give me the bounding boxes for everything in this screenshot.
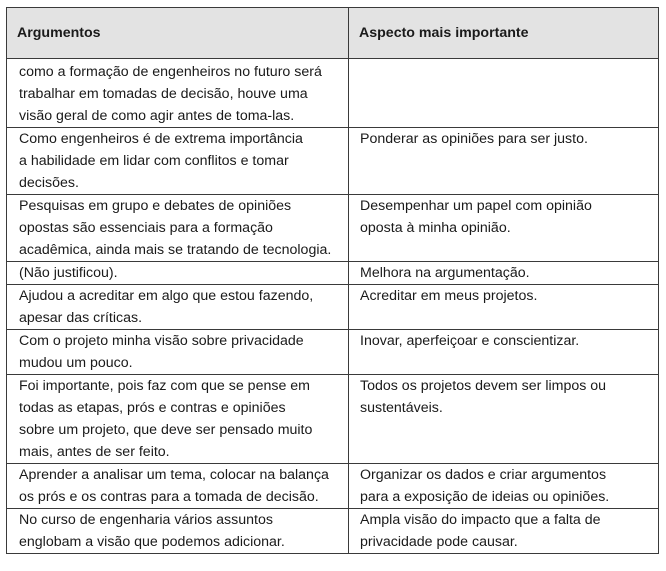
argumento-cell: Ajudou a acreditar em algo que estou fazendo, apesar das críticas. [7,285,349,330]
argumento-cell: Aprender a analisar um tema, colocar na balança os prós e os contras para a tomada de decisão. [7,464,349,509]
header-argumentos: Argumentos [7,8,349,59]
table-row [7,195,659,262]
aspecto-cell: Acreditar em meus projetos. [349,285,659,330]
argumento-cell: Pesquisas em grupo e debates de opiniões opostas são essenciais para a formação acadêmica, ainda mais se tratando de tecnologia. [7,195,349,262]
aspecto-cell: Inovar, aperfeiçoar e conscientizar. [349,330,659,375]
argumento-cell: Com o projeto minha visão sobre privacidade mudou um pouco. [7,330,349,375]
table-row [7,262,659,285]
table-row [7,330,659,375]
aspecto-cell: Organizar os dados e criar argumentos para a exposição de ideias ou opiniões. [349,464,659,509]
aspecto-cell: Ponderar as opiniões para ser justo. [349,128,659,195]
argumento-cell: No curso de engenharia vários assuntos englobam a visão que podemos adicionar. [7,509,349,554]
table-row [7,128,659,195]
argumento-cell: como a formação de engenheiros no futuro será trabalhar em tomadas de decisão, houve uma visão geral de como agir antes de toma-las. [7,59,349,128]
header-aspecto: Aspecto mais importante [349,8,659,59]
aspecto-cell: Desempenhar um papel com opinião oposta à minha opinião. [349,195,659,262]
argumento-cell: Como engenheiros é de extrema importância a habilidade em lidar com conflitos e tomar decisões. [7,128,349,195]
aspecto-cell [349,59,659,128]
table-header-row [7,8,659,59]
table-row [7,59,659,128]
table-row [7,464,659,509]
arguments-table [6,7,659,554]
argumento-cell: Foi importante, pois faz com que se pense em todas as etapas, prós e contras e opiniões sobre um projeto, que deve ser pensado muito mais, antes de ser feito. [7,375,349,464]
table-row [7,375,659,464]
table-row [7,285,659,330]
aspecto-cell: Todos os projetos devem ser limpos ou sustentáveis. [349,375,659,464]
aspecto-cell: Ampla visão do impacto que a falta de privacidade pode causar. [349,509,659,554]
table-row [7,509,659,554]
argumento-cell: (Não justificou). [7,262,349,285]
aspecto-cell: Melhora na argumentação. [349,262,659,285]
